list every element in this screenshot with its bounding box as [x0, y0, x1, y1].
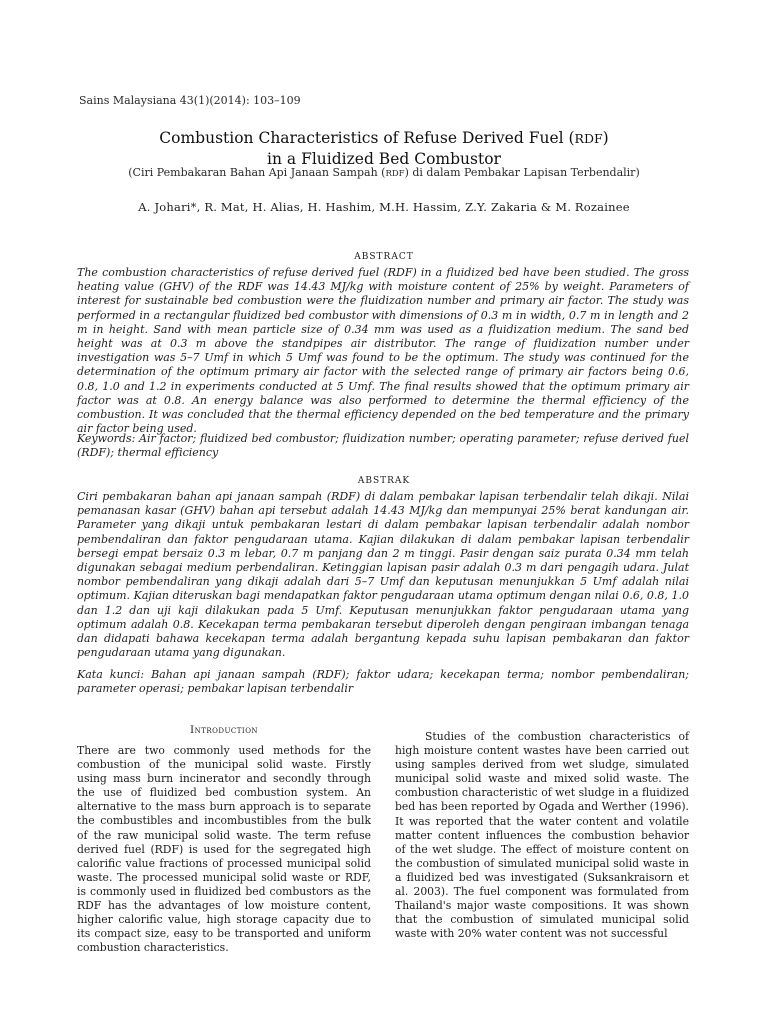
subtitle-prefix: (Ciri Pembakaran Bahan Api Janaan Sampah (: [128, 166, 386, 179]
abstrak-heading: ABSTRAK: [357, 476, 411, 486]
introduction-left-column: There are two commonly used methods for the combustion of the municipal solid waste. Firstly using mass burn incinerator and secondly through the use of fluidized bed combustion system. An alternative to the mass burn approach is to separate the combustibles and incombustibles from the bulk of the raw municipal solid waste. The term refuse derived fuel (RDF) is used for the segregated high calorific value fractions of processed municipal solid waste. The processed municipal solid waste or RDF, is commonly used in fluidized bed combustors as the RDF has the advantages of low moisture content, higher calorific value, high storage capacity due to its compact size, easy to be transported and uniform combustion characteristics.: [77, 744, 371, 955]
title-abbr: RDF: [574, 131, 603, 146]
paper-title-line-2: in a Fluidized Bed Combustor: [267, 150, 501, 168]
author-list: A. Johari*, R. Mat, H. Alias, H. Hashim, M.H. Hassim, Z.Y. Zakaria & M. Rozainee: [138, 200, 630, 214]
title-prefix: Combustion Characteristics of Refuse Derived Fuel (: [159, 129, 575, 147]
abstract-keywords: Keywords: Air factor; fluidized bed combustor; fluidization number; operating parameter; refuse derived fuel (RDF); thermal efficiency: [77, 432, 689, 460]
introduction-right-column: Studies of the combustion characteristics of high moisture content wastes have been carried out using samples derived from wet sludge, simulated municipal solid waste and mixed solid waste. The combustion characteristic of wet sludge in a fluidized bed has been reported by Ogada and Werther (1996). It was reported that the water content and volatile matter content influences the combustion behavior of the wet sludge. The effect of moisture content on the combustion of simulated municipal solid waste in a fluidized bed was investigated (Suksankraisorn et al. 2003). The fuel component was formulated from Thailand's major waste compositions. It was shown that the combustion of simulated municipal solid waste with 20% water content was not successful: [395, 730, 689, 941]
subtitle-abbr: RDF: [385, 169, 405, 179]
paper-title-line-1: [0, 128, 768, 149]
journal-reference: Sains Malaysiana 43(1)(2014): 103–109: [79, 94, 301, 107]
abstract-heading: ABSTRACT: [354, 252, 414, 262]
abstract-text: The combustion characteristics of refuse derived fuel (RDF) in a fluidized bed have been studied. The gross heating value (GHV) of the RDF was 14.43 MJ/kg with moisture content of 25% by weight. Parameters of interest for sustainable bed combustion were the fluidization number and primary air factor. The study was performed in a rectangular fluidized bed combustor with dimensions of 0.3 m in width, 0.7 m in length and 2 m in height. Sand with mean particle size of 0.34 mm was used as a fluidization medium. The sand bed height was at 0.3 m above the standpipes air distributor. The range of fluidization number under investigation was 5–7 Umf in which 5 Umf was found to be the optimum. The study was continued for the determination of the optimum primary air factor with the selected range of primary air factors being 0.6, 0.8, 1.0 and 1.2 in experiments conducted at 5 Umf. The final results showed that the optimum primary air factor was at 0.8. An energy balance was also performed to determine the thermal efficiency of the combustion. It was concluded that the thermal efficiency depended on the bed temperature and the primary air factor being used.: [77, 266, 689, 436]
abstrak-text: Ciri pembakaran bahan api janaan sampah (RDF) di dalam pembakar lapisan terbendalir telah dikaji. Nilai pemanasan kasar (GHV) bahan api tersebut adalah 14.43 MJ/kg dan mempunyai 25% berat kandungan air. Parameter yang dikaji untuk pembakaran lestari di dalam pembakar lapisan terbendalir adalah nombor pembendaliran dan faktor pengudaraan utama. Kajian dilakukan di dalam pembakar lapisan terbendalir bersegi empat bersaiz 0.3 m lebar, 0.7 m panjang dan 2 m tinggi. Pasir dengan saiz purata 0.34 mm telah digunakan sebagai medium perbendaliran. Ketinggian lapisan pasir adalah 0.3 m dari pengagih udara. Julat nombor pembendaliran yang dikaji adalah dari 5–7 Umf dan keputusan menunjukkan 5 Umf adalah nilai optimum. Kajian diteruskan bagi mendapatkan faktor pengudaraan utama optimum dengan nilai 0.6, 0.8, 1.0 dan 1.2 dan uji kaji dilakukan pada 5 Umf. Keputusan menunjukkan faktor pengudaraan utama yang optimum adalah 0.8. Kecekapan terma pembakaran tersebut diperoleh dengan pengiraan imbangan tenaga dan didapati bahawa kecekapan terma adalah bergantung kepada suhu lapisan pembakaran dan faktor pengudaraan utama yang digunakan.: [77, 490, 689, 660]
abstrak-keywords: Kata kunci: Bahan api janaan sampah (RDF); faktor udara; kecekapan terma; nombor pembendaliran; parameter operasi; pembakar lapisan terbendalir: [77, 668, 689, 696]
title-suffix: ): [602, 129, 609, 147]
introduction-heading: Introduction: [189, 724, 259, 736]
subtitle-suffix: ) di dalam Pembakar Lapisan Terbendalir): [404, 166, 640, 179]
paper-subtitle: [0, 166, 768, 179]
